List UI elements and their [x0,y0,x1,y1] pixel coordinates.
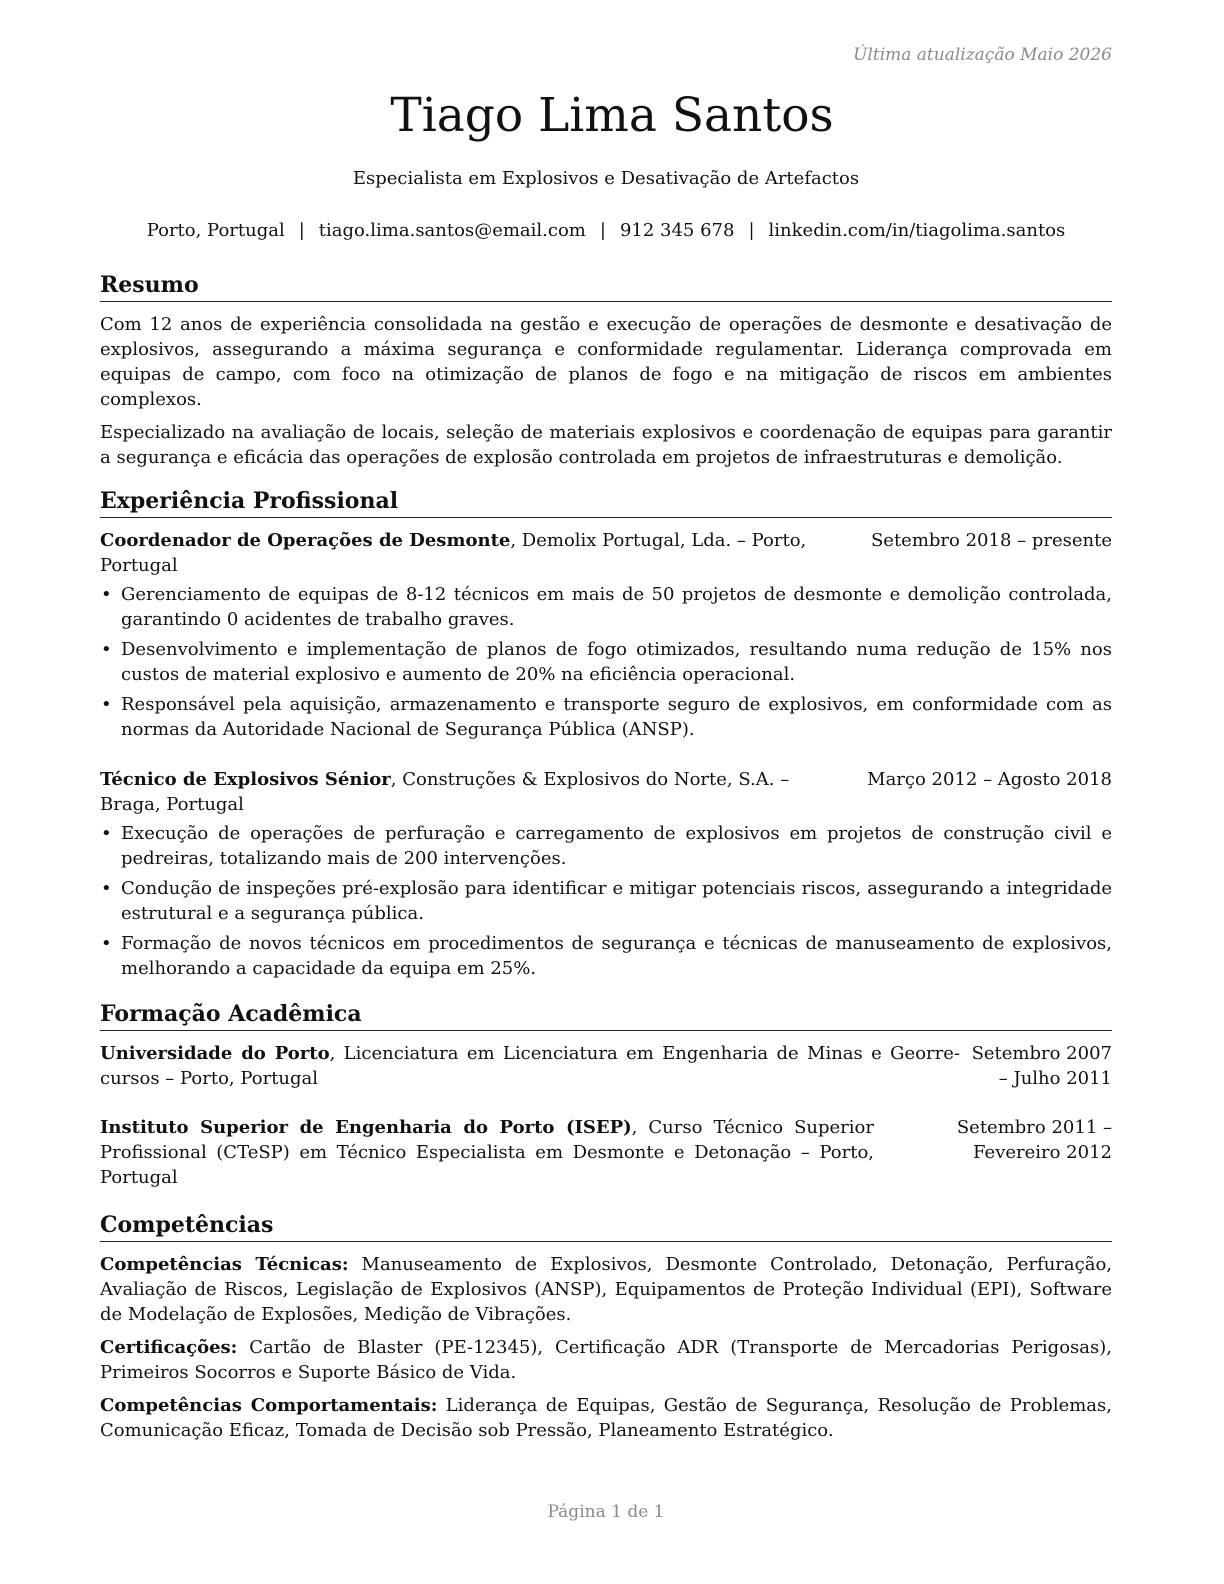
skill-group [100,1393,1112,1443]
skill-group [100,1335,1112,1385]
skill-text: Liderança de Equipas, Gestão de Segurança, Resolução de Problemas, Comunicação Eficaz, Tomada de Decisão sob Pressão, Planeamento Estratégico. [100,1395,1112,1441]
skill-text: Cartão de Blaster (PE-12345), Certificação ADR (Transporte de Mercadorias Perigosas), Primeiros Socorros e Suporte Básico de Vida. [100,1337,1112,1383]
contact-line [0,220,1212,241]
education-school: Instituto Superior de Engenharia do Porto (ISEP) [100,1117,632,1138]
job-bullets [100,821,1112,981]
last-updated: Última atualização Maio 2026 [853,45,1112,65]
skill-label: Certificações: [100,1337,238,1358]
job-dates: Setembro 2018 – presente [870,530,1112,551]
job-org: , Construções & Explosivos do Norte, S.A. – Braga, Portugal [100,769,790,815]
skill-text: Manuseamento de Explosivos, Desmonte Controlado, Detonação, Perfuração, Avaliação de Riscos, Legislação de Explosivos (ANSP), Equipamentos de Proteção Individual (EPI), Software de Modelação de Explosões, Medição de Vibrações. [100,1254,1113,1325]
job-bullet: • Condução de inspeções pré-explosão para identificar e mitigar potenciais riscos, assegurando a integridade estrutural e a segurança pública. [100,876,1112,926]
contact-linkedin[interactable]: linkedin.com/in/tiagolima.santos [768,220,1066,241]
candidate-headline: Especialista em Explosivos e Desativação de Artefactos [352,168,860,189]
summary-paragraph: Especializado na avaliação de locais, seleção de materiais explosivos e coordenação de equipas para garantir a segurança e eficácia das operações de explosão controlada em projetos de infraestruturas e demolição. [100,422,1112,468]
contact-location: Porto, Portugal [146,220,285,241]
job-bullet: • Gerenciamento de equipas de 8-12 técnicos em mais de 50 projetos de desmonte e demolição controlada, garantindo 0 acidentes de trabalho graves. [100,582,1112,632]
job-entry [100,767,1112,981]
summary-paragraph: Com 12 anos de experiência consolidada na gestão e execução de operações de desmonte e desativação de explosivos, assegurando a máxima segurança e conformidade regulamentar. Liderança comprovada em equipas de campo, com foco na otimização de planos de fogo e na mitigação de riscos em ambientes complexos. [100,314,1112,410]
summary-title: Resumo [100,270,1112,302]
job-bullet: • Formação de novos técnicos em procedimentos de segurança e técnicas de manuseamento de explosivos, melhorando a capacidade da equipa em 25%. [100,931,1112,981]
skill-label: Competências Técnicas: [100,1254,349,1275]
job-header [100,767,1112,817]
contact-separator: | [599,220,606,241]
education-entry [100,1115,1112,1190]
education-detail: , Curso Técnico Superior Profissional (CTeSP) em Técnico Especialista em Desmonte e Detonação – Porto, Portugal [100,1117,874,1188]
contact-email[interactable]: tiago.lima.santos@email.com [318,220,586,241]
job-org: , Demolix Portugal, Lda. – Porto, Portugal [100,530,807,576]
experience-title: Experiência Profissional [100,486,1112,518]
contact-separator: | [748,220,755,241]
education-entry [100,1041,1112,1091]
job-role: Coordenador de Operações de Desmonte [100,530,511,551]
page-number: Página 1 de 1 [547,1502,665,1522]
job-bullets [100,582,1112,742]
education-title: Formação Acadêmica [100,999,1112,1031]
education-detail: , Licenciatura em Licenciatura em Engenharia de Minas e Georrecursos – Porto, Portugal [100,1043,960,1089]
contact-separator: | [298,220,305,241]
resume-content [100,270,1112,1451]
skill-label: Competências Comportamentais: [100,1395,438,1416]
experience-section [100,486,1112,981]
education-section [100,999,1112,1190]
summary-section [100,270,1112,470]
job-dates: Março 2012 – Agosto 2018 [867,769,1112,790]
job-bullet: • Execução de operações de perfuração e carregamento de explosivos em projetos de construção civil e pedreiras, totalizando mais de 200 intervenções. [100,821,1112,871]
skills-title: Competências [100,1210,1112,1242]
job-header [100,528,1112,578]
contact-phone: 912 345 678 [619,220,735,241]
job-bullet: • Desenvolvimento e implementação de planos de fogo otimizados, resultando numa redução de 15% nos custos de material explosivo e aumento de 20% na eficiência operacional. [100,637,1112,687]
education-dates: Setembro 2011 – Fevereiro 2012 [956,1117,1112,1163]
education-school: Universidade do Porto [100,1043,330,1064]
skills-section [100,1210,1112,1443]
education-dates: Setembro 2007 – Julho 2011 [971,1043,1112,1089]
candidate-name: Tiago Lima Santos [390,88,834,143]
job-bullet: • Responsável pela aquisição, armazenamento e transporte seguro de explosivos, em conformidade com as normas da Autoridade Nacional de Segurança Pública (ANSP). [100,692,1112,742]
job-role: Técnico de Explosivos Sénior [100,769,391,790]
job-entry [100,528,1112,742]
skill-group [100,1252,1112,1327]
